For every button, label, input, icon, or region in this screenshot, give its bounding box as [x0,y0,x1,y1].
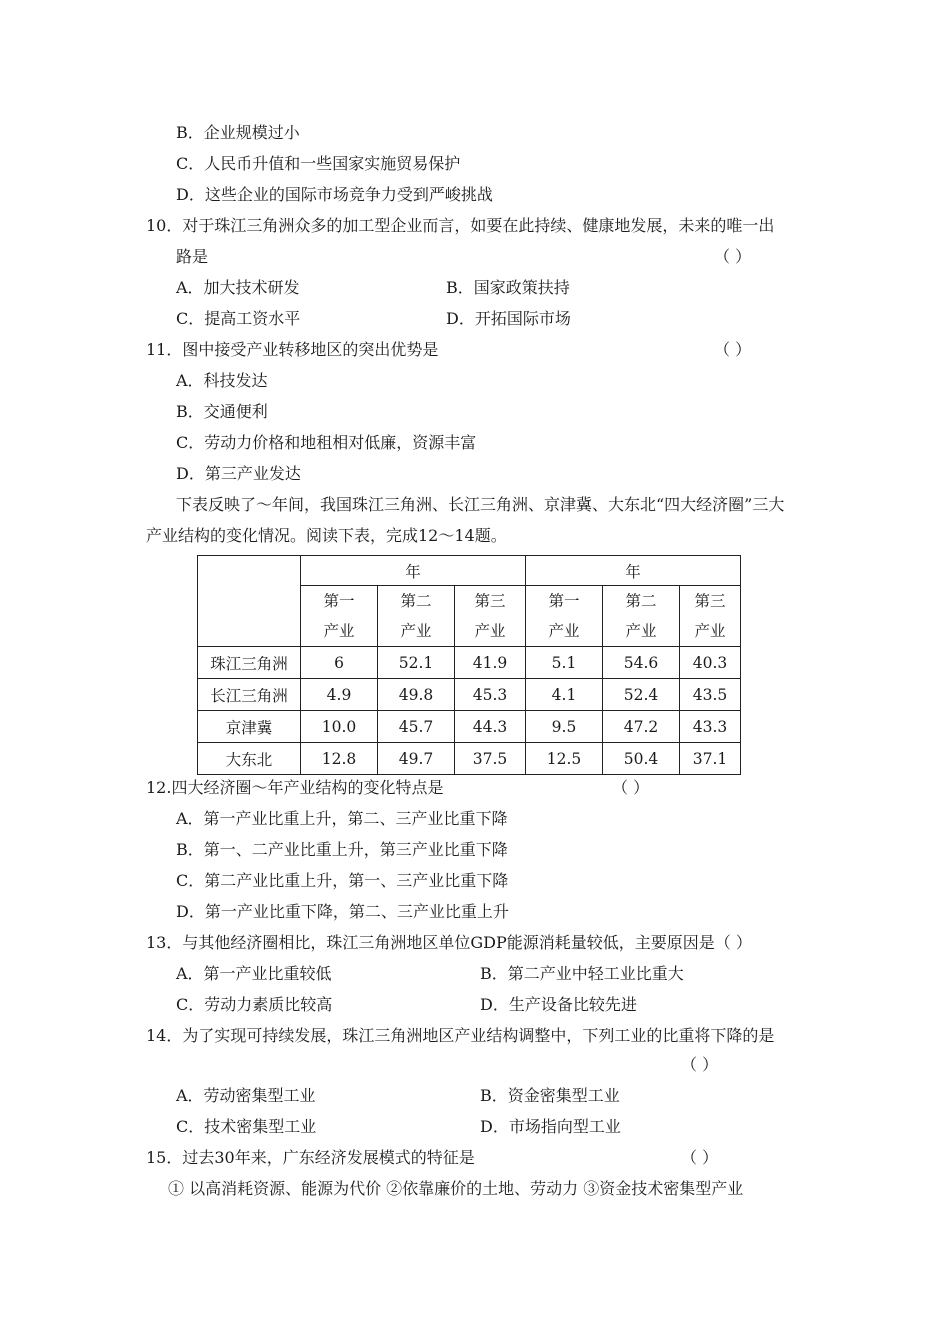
q14-option-b: B．资金密集型工业 [480,1086,620,1105]
q11-option-a: A．科技发达 [176,371,268,390]
q14-answer-blank: （ ） [681,1055,719,1074]
table-cell: 52.1 [378,647,455,679]
table-cell: 37.5 [455,743,526,775]
q13-stem: 13．与其他经济圈相比，珠江三角洲地区单位GDP能源消耗量较低，主要原因是（ ） [146,933,752,952]
table-cell: 54.6 [603,647,680,679]
table-cell: 4.9 [301,679,378,711]
q10-answer-blank: （ ） [714,247,752,266]
table-row [198,711,741,743]
q9-option-c: C．人民币升值和一些国家实施贸易保护 [176,154,461,173]
table-cell: 4.1 [526,679,603,711]
table-cell: 10.0 [301,711,378,743]
table-cell: 45.3 [455,679,526,711]
table-cell: 49.8 [378,679,455,711]
q14-option-c: C．技术密集型工业 [176,1117,317,1136]
q14-option-a: A．劳动密集型工业 [176,1086,316,1105]
q9-option-b: B．企业规模过小 [176,123,300,142]
q13-option-a: A．第一产业比重较低 [176,964,332,983]
table-industry-header: 第二 产业 [603,586,680,647]
table-year-header-2: 年 [526,556,741,586]
table-cell: 9.5 [526,711,603,743]
table-cell: 45.7 [378,711,455,743]
table-cell: 12.5 [526,743,603,775]
q10-stem-line1: 10．对于珠江三角洲众多的加工型企业而言，如要在此持续、健康地发展，未来的唯一出 [146,216,775,235]
table-cell: 44.3 [455,711,526,743]
table-cell: 52.4 [603,679,680,711]
table-corner-cell [198,556,301,647]
table-industry-header: 第一 产业 [526,586,603,647]
q12-option-d: D．第一产业比重下降，第二、三产业比重上升 [176,902,509,921]
q12-option-a: A．第一产业比重上升，第二、三产业比重下降 [176,809,508,828]
table-row [198,743,741,775]
table-row-label: 京津冀 [198,711,301,743]
q12-option-c: C．第二产业比重上升，第一、三产业比重下降 [176,871,509,890]
table-cell: 49.7 [378,743,455,775]
q10-option-d: D．开拓国际市场 [446,309,571,328]
q13-option-c: C．劳动力素质比较高 [176,995,333,1014]
q11-option-d: D．第三产业发达 [176,464,301,483]
table-industry-header: 第一 产业 [301,586,378,647]
table-row-label: 大东北 [198,743,301,775]
q15-stem: 15．过去30年来，广东经济发展模式的特征是 [146,1148,475,1167]
q10-option-a: A．加大技术研发 [176,278,300,297]
q10-option-c: C．提高工资水平 [176,309,301,328]
q11-stem: 11．图中接受产业转移地区的突出优势是 [146,340,439,359]
q11-answer-blank: （ ） [714,340,752,359]
table-intro-line1: 下表反映了～年间，我国珠江三角洲、长江三角洲、京津冀、大东北“四大经济圈”三大 [176,495,785,514]
q15-answer-blank: （ ） [681,1148,719,1167]
table-row [198,679,741,711]
industry-structure-table [197,555,741,775]
q10-option-b: B．国家政策扶持 [446,278,570,297]
table-cell: 43.5 [680,679,741,711]
table-intro-line2: 产业结构的变化情况。阅读下表，完成12～14题。 [146,526,507,545]
table-industry-header: 第三 产业 [455,586,526,647]
q13-option-b: B．第二产业中轻工业比重大 [480,964,684,983]
table-cell: 5.1 [526,647,603,679]
table-cell: 12.8 [301,743,378,775]
table-cell: 43.3 [680,711,741,743]
table-industry-header: 第二 产业 [378,586,455,647]
q12-stem: 12.四大经济圈～年产业结构的变化特点是 [146,778,444,797]
table-row [198,647,741,679]
table-cell: 40.3 [680,647,741,679]
q11-option-b: B．交通便利 [176,402,268,421]
table-cell: 6 [301,647,378,679]
table-cell: 47.2 [603,711,680,743]
table-cell: 41.9 [455,647,526,679]
q12-answer-blank: （ ） [612,778,650,797]
q10-stem-line2: 路是 [176,247,209,266]
q13-option-d: D．生产设备比较先进 [480,995,637,1014]
table-cell: 50.4 [603,743,680,775]
table-industry-header: 第三 产业 [680,586,741,647]
table-row-label: 长江三角洲 [198,679,301,711]
q15-numbered-options: ① 以高消耗资源、能源为代价 ②依靠廉价的土地、劳动力 ③资金技术密集型产业 [168,1179,744,1198]
q14-stem: 14．为了实现可持续发展，珠江三角洲地区产业结构调整中，下列工业的比重将下降的是 [146,1026,775,1045]
table-cell: 37.1 [680,743,741,775]
q9-option-d: D．这些企业的国际市场竞争力受到严峻挑战 [176,185,493,204]
q14-option-d: D．市场指向型工业 [480,1117,621,1136]
q12-option-b: B．第一、二产业比重上升，第三产业比重下降 [176,840,508,859]
table-row-label: 珠江三角洲 [198,647,301,679]
q11-option-c: C．劳动力价格和地租相对低廉，资源丰富 [176,433,477,452]
table-year-header-1: 年 [301,556,526,586]
